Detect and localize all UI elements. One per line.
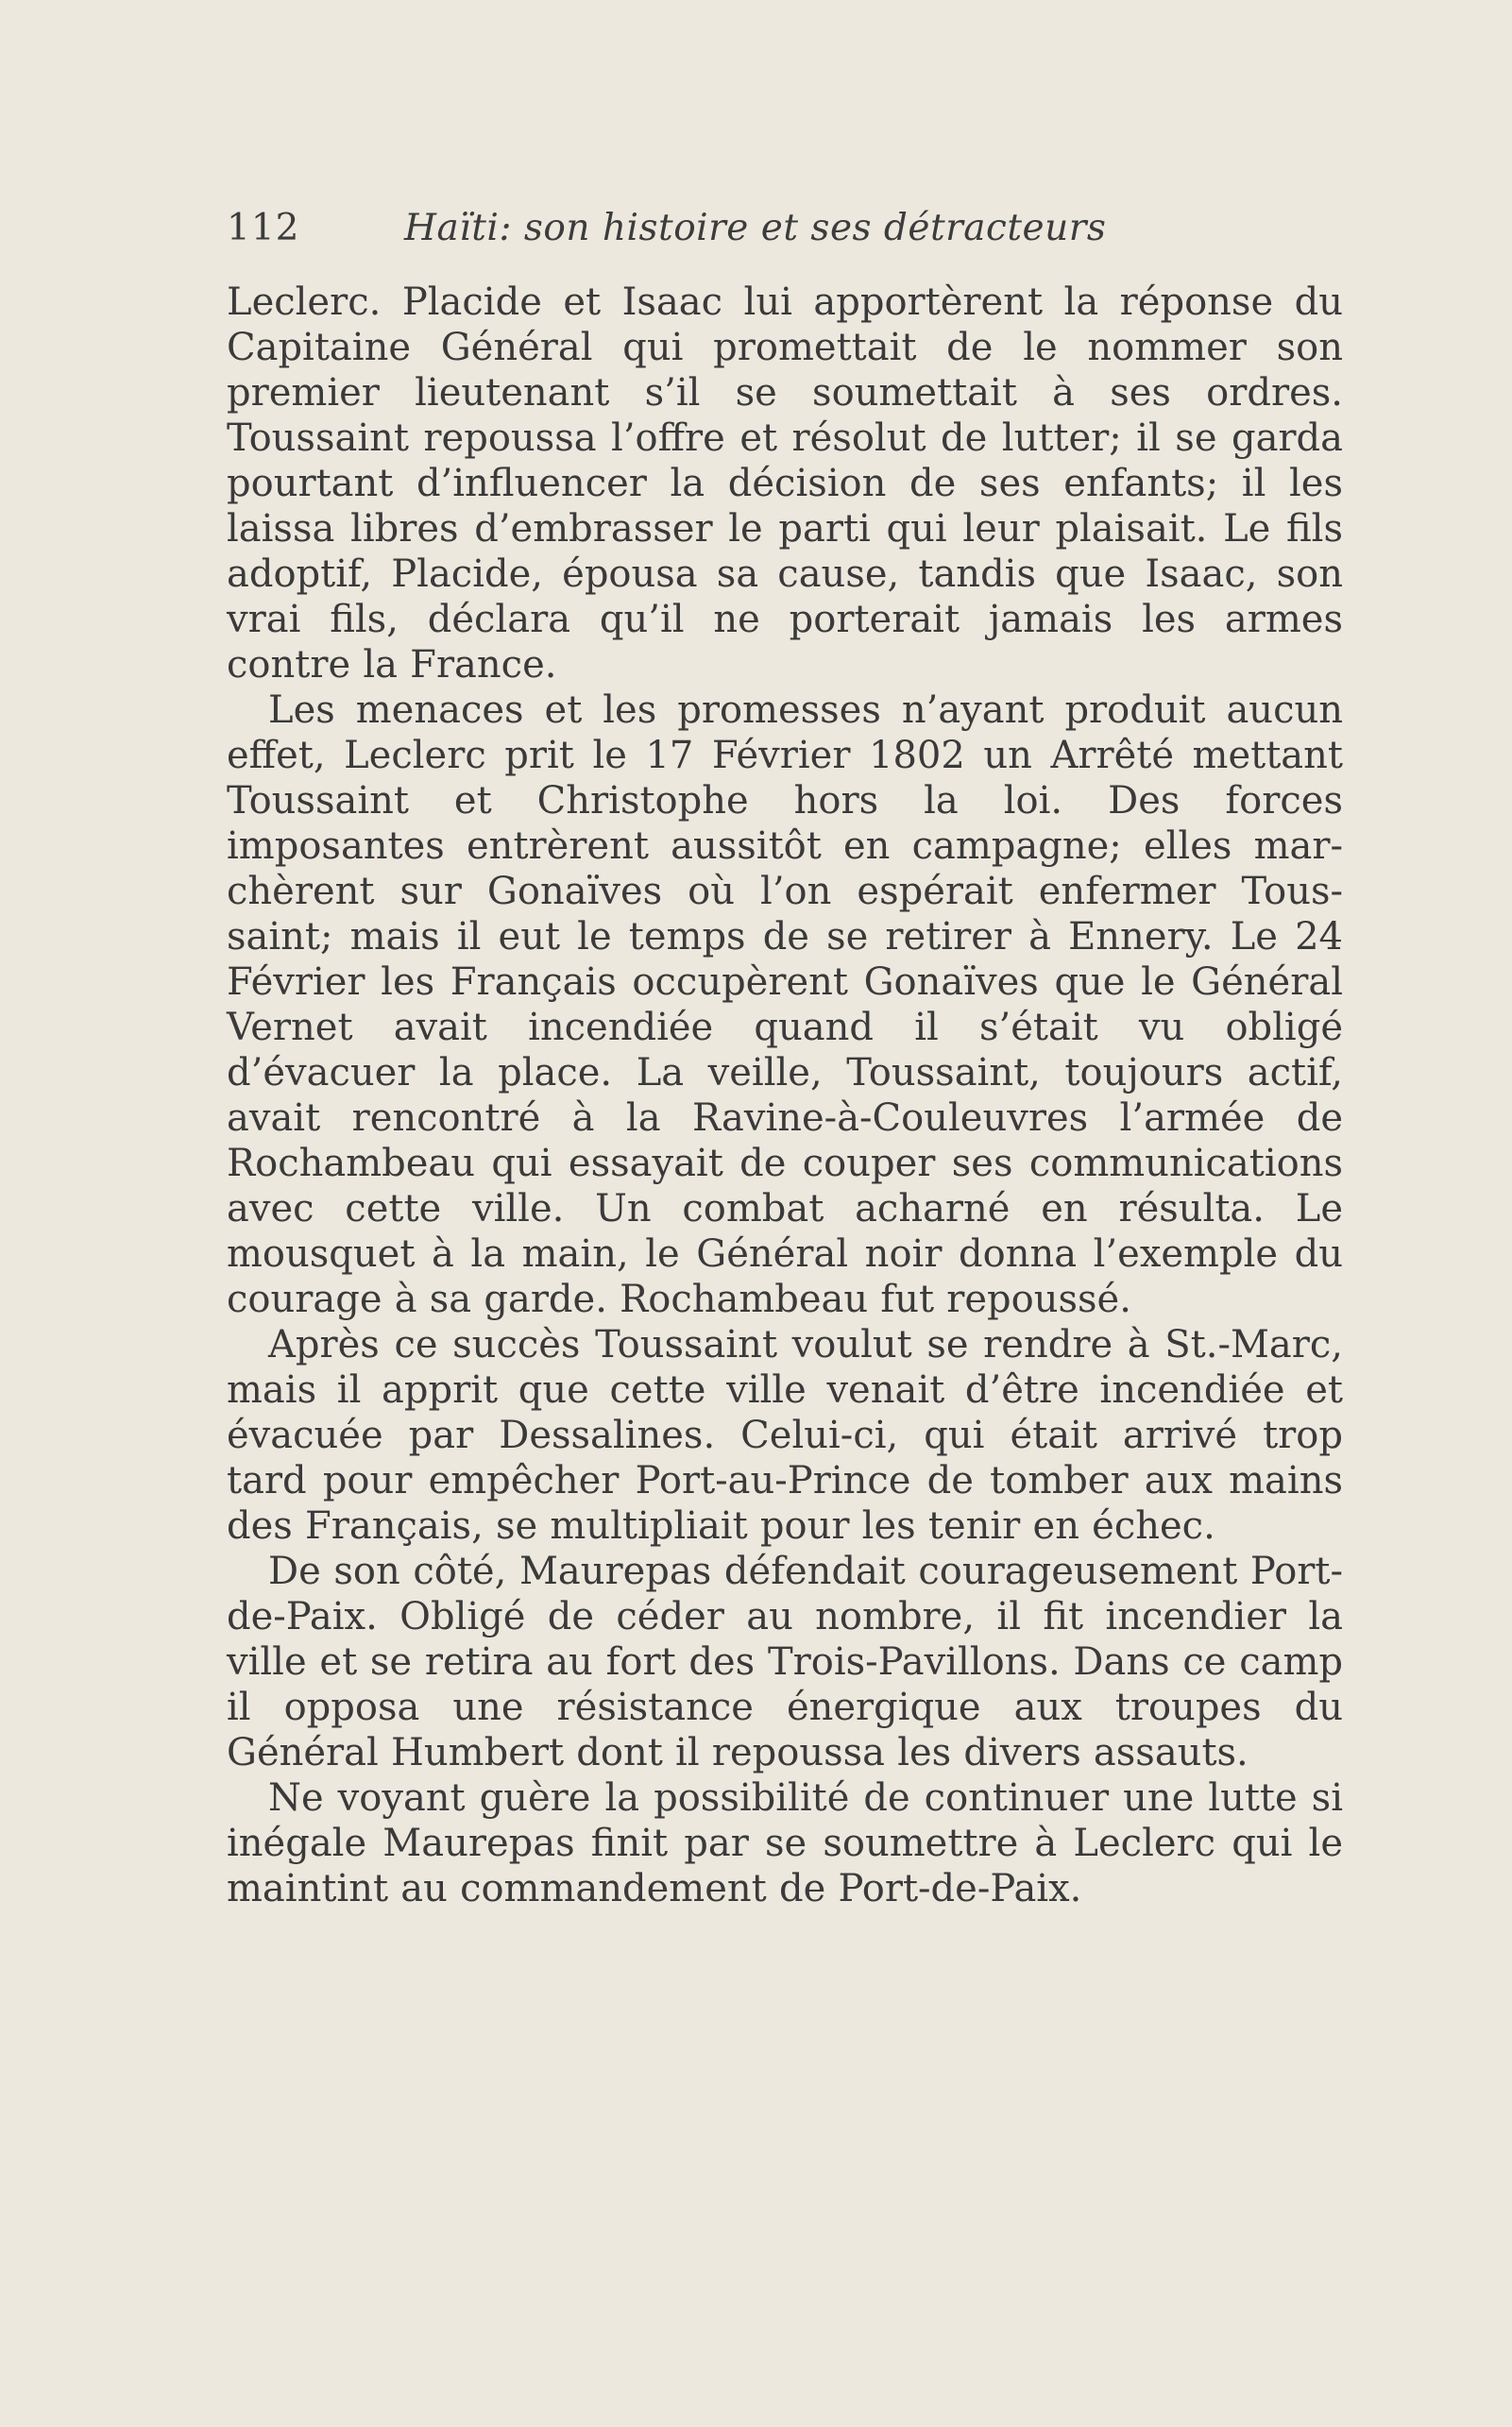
page-number: 112	[227, 207, 300, 249]
page-text	[227, 206, 1343, 1911]
paragraph-4: De son côté, Maurepas défendait courageusement Port-de-Paix. Obligé de céder au nombre, il fit incendier la ville et se retira au fort des Trois-Pavillons. Dans ce camp il opposa une résistance énergique aux troupes du Général Humbert dont il repoussa les divers assauts.	[227, 1550, 1343, 1774]
paragraph-2: Les menaces et les promesses n’ayant produit aucun effet, Leclerc prit le 17 Février 1802 un Arrêté mettant Toussaint et Christophe hors la loi. Des forces imposantes entrèrent aussitôt en campagne; elles marchèrent sur Gonaïves où l’on espérait enfermer Toussaint; mais il eut le temps de se retirer à Ennery. Le 24 Février les Français occupèrent Gonaïves que le Général Vernet avait incendiée quand il s’était vu obligé d’évacuer la place. La veille, Toussaint, toujours actif, avait rencontré à la Ravine-à-Couleuvres l’armée de Rochambeau qui essayait de couper ses communications avec cette ville. Un combat acharné en résulta. Le mousquet à la main, le Général noir donna l’exemple du courage à sa garde. Rochambeau fut repoussé.	[227, 688, 1343, 1321]
paragraph-1: Leclerc. Placide et Isaac lui apportèrent la réponse du Capitaine Général qui promettait de le nommer son premier lieutenant s’il se soumettait à ses ordres. Toussaint repoussa l’offre et résolut de lutter; il se garda pourtant d’influencer la décision de ses enfants; il les laissa libres d’embrasser le parti qui leur plaisait. Le fils adoptif, Placide, épousa sa cause, tandis que Isaac, son vrai fils, déclara qu’il ne porterait jamais les armes contre la France.	[227, 280, 1343, 687]
running-title: Haïti: son histoire et ses détracteurs	[404, 207, 1107, 249]
paragraph-3: Après ce succès Toussaint voulut se rendre à St.-Marc, mais il apprit que cette ville venait d’être incendiée et évacuée par Dessalines. Celui-ci, qui était arrivé trop tard pour empêcher Port-au-Prince de tomber aux mains des Français, se multipliait pour les tenir en échec.	[227, 1323, 1343, 1548]
paragraph-5: Ne voyant guère la possibilité de continuer une lutte si inégale Maurepas finit par se soumettre à Leclerc qui le maintint au commandement de Port-de-Paix.	[227, 1776, 1343, 1910]
running-header	[227, 206, 1343, 263]
